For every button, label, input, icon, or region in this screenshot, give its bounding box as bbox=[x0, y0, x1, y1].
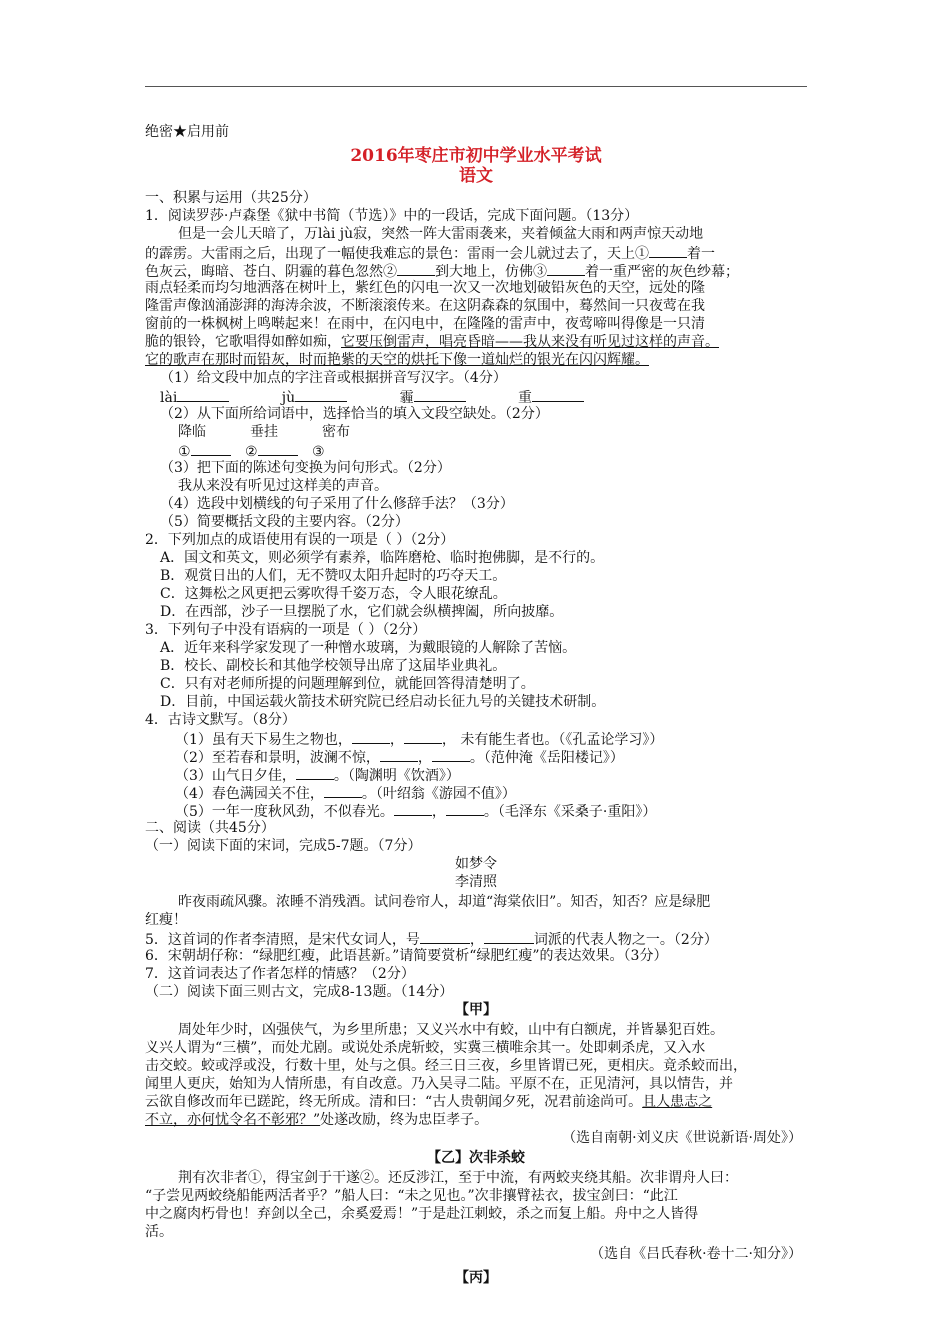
passage-line: 色灰云，晦暗、苍白、阴霾的暮色忽然② 到大地上，仿佛③ 着一重严密的灰色纱幕； bbox=[145, 261, 739, 281]
classical-text: 义兴人谓为“三横”，而处尤剧。或说处杀虎斩蛟，实冀三横唯余其一。处即刺杀虎，又入水 bbox=[145, 1040, 706, 1056]
sub-question: （4）选段中划横线的句子采用了什么修辞手法？（3分） bbox=[160, 496, 514, 512]
text-label: 【乙】次非杀蛟 bbox=[427, 1150, 525, 1166]
sub-question: （5）简要概括文段的主要内容。（2分） bbox=[160, 514, 409, 530]
sub-question: （1）给文段中加点的字注音或根据拼音写汉字。（4分） bbox=[160, 370, 507, 386]
word-options: 降临 垂挂 密布 bbox=[178, 424, 350, 440]
underlined-sentence: 它的歌声在那时而铅灰，时而艳紫的天空的烘托下像一道灿烂的银光在闪闪辉耀。 bbox=[145, 352, 649, 368]
sentence: 我从来没有听见过这样美的声音。 bbox=[178, 478, 388, 494]
option: C．只有对老师所提的问题理解到位，就能回答得清楚明了。 bbox=[160, 676, 535, 692]
option: D．目前，中国运载火箭技术研究院已经启动长征九号的关键技术研制。 bbox=[160, 694, 606, 710]
poem-item: （5）一年一度秋风劲，不似春光。 ， 。（毛泽东《采桑子·重阳》） bbox=[175, 801, 656, 821]
classical-text: 闻里人更庆，始知为人情所患，有自改意。乃入吴寻二陆。平原不在，正见清河，具以情告，并 bbox=[145, 1076, 733, 1092]
classical-text: 中之腐肉朽骨也！弃剑以全己，余奚爱焉！”于是赴江刺蛟，杀之而复上船。舟中之人皆得 bbox=[145, 1206, 699, 1222]
classical-text: 云欲自修改而年已蹉跎，终无所成。清和曰：“古人贵朝闻夕死，况君前途尚可。且人患志之 bbox=[145, 1094, 713, 1110]
underlined-sentence: 且人患志之 bbox=[642, 1094, 713, 1110]
poem-author: 李清照 bbox=[455, 874, 497, 890]
sub-section: （二）阅读下面三则古文，完成8-13题。（14分） bbox=[145, 984, 454, 1000]
question: 4．古诗文默写。（8分） bbox=[145, 712, 296, 728]
classical-text: 击交蛟。蛟或浮或没，行数十里，处与之俱。经三日三夜，乡里皆谓已死，更相庆。竟杀蛟而出， bbox=[145, 1058, 747, 1074]
question: 3．下列句子中没有语病的一项是（ ）（2分） bbox=[145, 622, 427, 638]
classical-text: “子尝见两蛟绕船能两活者乎？”船人曰：“未之见也。”次非攘臂祛衣，拔宝剑曰：“此江 bbox=[145, 1188, 678, 1204]
answer-blank bbox=[649, 243, 687, 258]
poem-item: （4）春色满园关不住， 。（叶绍翁《游园不值》） bbox=[175, 783, 516, 803]
passage-line: 隆雷声像汹涌澎湃的海涛余波，不断滚滚传来。在这阴森森的氛围中，蓦然间一只夜莺在我 bbox=[145, 298, 705, 314]
answer-blank bbox=[547, 261, 585, 276]
text-label: 【甲】 bbox=[455, 1002, 497, 1018]
option: C．这舞松之风更把云雾吹得千姿万态，令人眼花缭乱。 bbox=[160, 586, 507, 602]
passage-line: 雨点轻柔而均匀地洒落在树叶上，紫红色的闪电一次又一次地划破铅灰色的天空，远处的隆 bbox=[145, 280, 705, 296]
classical-text: 周处年少时，凶强侠气，为乡里所患；又义兴水中有蛟，山中有白额虎，并皆暴犯百姓。 bbox=[178, 1022, 724, 1038]
question: 6．宋朝胡仔称：“绿肥红瘦，此语甚新。”请简要赏析“绿肥红瘦”的表达效果。（3分） bbox=[145, 948, 668, 964]
poem-text: 红瘦！ bbox=[145, 912, 187, 928]
section-heading: 二、阅读（共45分） bbox=[145, 820, 275, 836]
poem-item: （1）虽有天下易生之物也， ， ， 未有能生者也。（《孔孟论学习》） bbox=[175, 729, 663, 749]
poem-text: 昨夜雨疏风骤。浓睡不消残酒。试问卷帘人，却道“海棠依旧”。知否，知否？应是绿肥 bbox=[178, 894, 711, 910]
poem-item: （2）至若春和景明，波澜不惊， ， 。（范仲淹《岳阳楼记》） bbox=[175, 747, 624, 767]
poem-title: 如梦令 bbox=[455, 856, 497, 872]
option: B．观赏日出的人们，无不赞叹太阳升起时的巧夺天工。 bbox=[160, 568, 507, 584]
pinyin-blank-row: lài jù 霾 重 bbox=[160, 387, 584, 407]
source-note: （选自《吕氏春秋·卷十二·知分》） bbox=[590, 1246, 802, 1262]
answer-blank bbox=[397, 261, 435, 276]
classical-text: 不立，亦何忧令名不彰邪？”处遂改励，终为忠臣孝子。 bbox=[145, 1112, 489, 1128]
text-label: 【丙】 bbox=[455, 1270, 497, 1286]
option: B．校长、副校长和其他学校领导出席了这届毕业典礼。 bbox=[160, 658, 507, 674]
classical-text: 荆有次非者①，得宝剑于干遂②。还反涉江，至于中流，有两蛟夹绕其船。次非谓舟人曰： bbox=[178, 1170, 738, 1186]
exam-subject: 语文 bbox=[459, 166, 493, 186]
header-rule bbox=[145, 86, 807, 87]
section-heading: 一、积累与运用（共25分） bbox=[145, 190, 317, 206]
question: 2．下列加点的成语使用有误的一项是（ ）（2分） bbox=[145, 532, 455, 548]
question: 1．阅读罗莎·卢森堡《狱中书简（节选）》中的一段话，完成下面问题。（13分） bbox=[145, 208, 639, 224]
secret-mark: 绝密★启用前 bbox=[145, 124, 229, 140]
classical-text: 活。 bbox=[145, 1224, 173, 1240]
question: 5．这首词的作者李清照，是宋代女词人，号 ， 词派的代表人物之一。（2分） bbox=[145, 929, 718, 949]
option: A．近年来科学家发现了一种憎水玻璃，为戴眼镜的人解除了苦恼。 bbox=[160, 640, 577, 656]
exam-title: 2016年枣庄市初中学业水平考试 bbox=[350, 146, 602, 166]
passage-line: 窗前的一株枫树上鸣啭起来！在雨中，在闪电中，在隆隆的雷声中，夜莺啼叫得像是一只清 bbox=[145, 316, 705, 332]
word-blanks: ① ② ③ bbox=[178, 441, 325, 461]
option: D．在西部，沙子一旦摆脱了水，它们就会纵横捭阖，所向披靡。 bbox=[160, 604, 564, 620]
source-note: （选自南朝·刘义庆《世说新语·周处》） bbox=[562, 1130, 802, 1146]
passage-line: 脆的银铃，它歌唱得如醉如痴，它要压倒雷声，唱亮昏暗——我从来没有听见过这样的声音。 bbox=[145, 334, 719, 350]
passage-line: 的霹雳。大雷雨之后，出现了一幅使我难忘的景色：雷雨一会儿就过去了，天上① 着一 bbox=[145, 243, 715, 263]
sub-question: （3）把下面的陈述句变换为问句形式。（2分） bbox=[160, 460, 451, 476]
poem-item: （3）山气日夕佳， 。（陶渊明《饮酒》） bbox=[175, 765, 460, 785]
question: 7．这首词表达了作者怎样的情感？（2分） bbox=[145, 966, 415, 982]
sub-section: （一）阅读下面的宋词，完成5-7题。（7分） bbox=[145, 838, 422, 854]
underlined-sentence: 它要压倒雷声，唱亮昏暗——我从来没有听见过这样的声音。 bbox=[341, 334, 719, 350]
sub-question: （2）从下面所给词语中，选择恰当的填入文段空缺处。（2分） bbox=[160, 406, 549, 422]
passage-line: 但是一会儿天暗了，万lài jù寂，突然一阵大雷雨袭来，夹着倾盆大雨和两声惊天动地 bbox=[178, 226, 704, 242]
underlined-sentence: 不立，亦何忧令名不彰邪？” bbox=[145, 1112, 321, 1128]
option: A．国文和英文，则必须学有素养，临阵磨枪、临时抱佛脚，是不行的。 bbox=[160, 550, 605, 566]
